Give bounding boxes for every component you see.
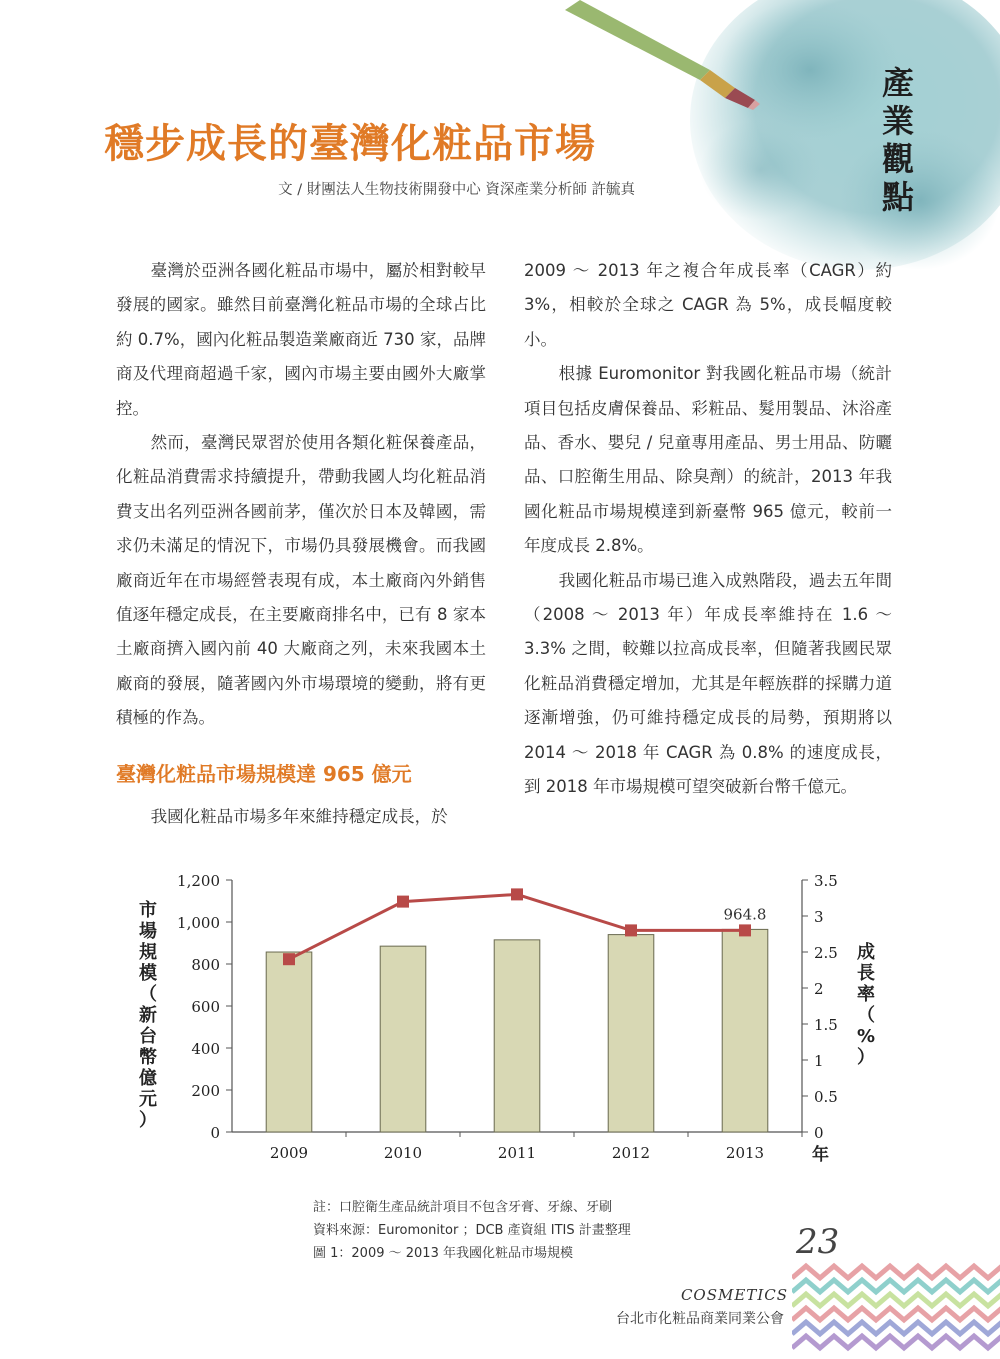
y-left-tick-label: 1,200 [177,872,220,890]
y-right-tick-label: 0 [814,1124,824,1142]
bar [266,952,312,1132]
y-right-tick-label: 0.5 [814,1088,838,1106]
paragraph: 2009 ～ 2013 年之複合年成長率（CAGR）約 3%，相較於全球之 CAGR 為 5%，成長幅度較小。 [524,261,892,349]
y-right-tick-label: 2 [814,980,824,998]
x-axis-unit: 年 [812,1145,829,1165]
left-column [116,254,486,834]
growth-rate-point [739,924,751,936]
note-line: 註：口腔衛生產品統計項目不包含牙膏、牙線、牙刷 [313,1200,613,1215]
growth-rate-point [283,953,295,965]
paragraph: 然而，臺灣民眾習於使用各類化粧保養產品，化粧品消費需求持續提升，帶動我國人均化粧品消費支出名列亞洲各國前茅，僅次於日本及韓國，需求仍未滿足的情況下，市場仍具發展機會。而我國廠商近年在市場經營表現有成，本土廠商內外銷售值逐年穩定成長，在主要廠商排名中，已有 8 家本土廠商擠入國內前 40 大廠商之列，未來我國本土廠商的發展，隨著國內外市場環境的變動，將有更積極的作為。 [116,433,486,728]
y-right-tick-label: 3 [814,908,824,926]
paragraph: 我國化粧品市場多年來維持穩定成長，於 [150,806,448,826]
magazine-name: COSMETICS [680,1286,788,1304]
y-left-tick-label: 0 [210,1124,220,1142]
section-label-char: 點 [881,178,914,216]
y-right-tick-label: 1 [814,1052,824,1070]
bar [380,946,426,1132]
subheading: 臺灣化粧品市場規模達 965 億元 [116,761,412,786]
y-left-tick-label: 800 [191,956,220,974]
chevron-pattern-decoration [792,1262,1000,1359]
y-axis-right-label: 成長率（%） [856,942,876,1068]
association-name: 台北市化粧品商業同業公會 [616,1311,784,1327]
y-left-tick-label: 1,000 [177,914,220,932]
x-tick-label: 2012 [611,1144,651,1162]
y-left-tick-label: 200 [191,1082,220,1100]
section-label [878,64,918,216]
byline: 文 / 財團法人生物技術開發中心 資深產業分析師 許毓真 [278,182,635,198]
growth-rate-point [511,888,523,900]
brush-decoration [560,0,780,120]
paragraph: 根據 Euromonitor 對我國化粧品市場（統計項目包括皮膚保養品、彩粧品、髮用製品、沐浴產品、香水、嬰兒 / 兒童專用產品、男士用品、防曬品、口腔衛生用品、除臭劑）的統計，2013 年我國化粧品市場規模達到新臺幣 965 億元，較前一年度成長 2.8%。 [524,364,892,556]
figure-notes [313,1196,631,1265]
section-label-char: 觀 [881,140,914,178]
page-number: 23 [796,1222,840,1262]
right-column [524,254,892,805]
figure-caption: 圖 1：2009 ～ 2013 年我國化粧品市場規模 [313,1246,573,1261]
growth-rate-point [625,924,637,936]
x-tick-label: 2009 [269,1144,309,1162]
y-left-tick-label: 400 [191,1040,220,1058]
y-right-tick-label: 3.5 [814,872,838,890]
x-tick-label: 2010 [383,1144,423,1162]
section-label-char: 業 [881,102,914,140]
y-right-tick-label: 1.5 [814,1016,838,1034]
paragraph: 我國化粧品市場已進入成熟階段，過去五年間（2008 ～ 2013 年）年成長率維持在 1.6 ～ 3.3% 之間，較難以拉高成長率，但隨著我國民眾化粧品消費穩定增加，尤其是年輕族群的採購力道逐漸增強，仍可維持穩定成長的局勢，預期將以 2014 ～ 2018 年 CAGR 為 0.8% 的速度成長，到 2018 年市場規模可望突破新台幣千億元。 [524,570,892,797]
market-size-chart [120,862,900,1192]
article-title: 穩步成長的臺灣化粧品市場 [104,120,596,167]
x-tick-label: 2013 [725,1144,765,1162]
y-axis-left-label: 市場規模（新台幣億元） [139,900,157,1131]
bar [722,929,768,1132]
y-left-tick-label: 600 [191,998,220,1016]
bar [494,940,540,1132]
x-tick-label: 2011 [497,1144,537,1162]
section-label-char: 產 [881,64,914,102]
y-right-tick-label: 2.5 [814,944,838,962]
paragraph: 臺灣於亞洲各國化粧品市場中，屬於相對較早發展的國家。雖然目前臺灣化粧品市場的全球占比約 0.7%，國內化粧品製造業廠商近 730 家，品牌商及代理商超過千家，國內市場主要由國外大廠掌控。 [116,261,486,418]
source-line: 資料來源：Euromonitor ；DCB 產資組 ITIS 計畫整理 [313,1223,631,1238]
bar-data-label: 964.8 [723,905,767,924]
growth-rate-point [397,896,409,908]
bar [608,935,654,1132]
